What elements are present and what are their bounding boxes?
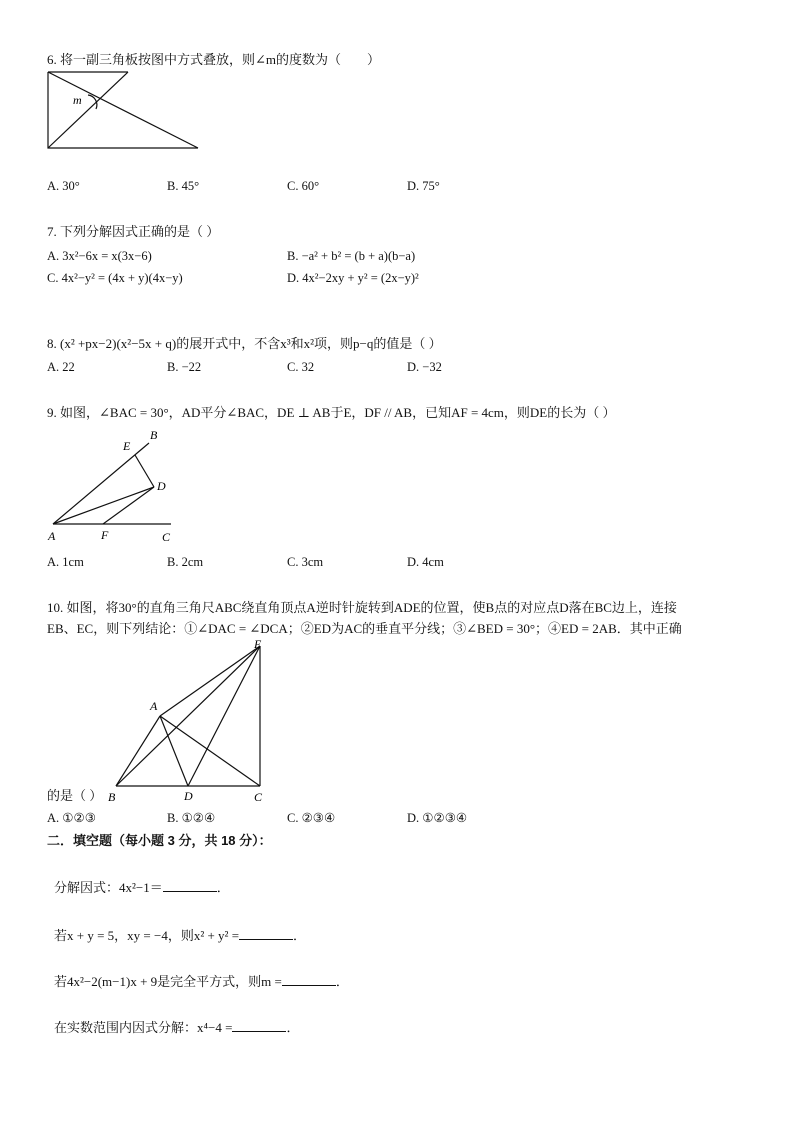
- q6-option-b: B. 45°: [167, 179, 200, 193]
- fill-item-2-end: ．: [293, 928, 307, 943]
- q6-option-d: D. 75°: [407, 179, 440, 193]
- q10-label-b: B: [108, 790, 116, 804]
- q6-option-c: C. 60°: [287, 179, 320, 193]
- fill-item-3: [54, 973, 349, 990]
- fill-item-2-blank[interactable]: [239, 927, 293, 940]
- q9-label-d: D: [157, 479, 166, 493]
- q6-option-a: A. 30°: [47, 179, 80, 193]
- fill-item-4-end: ．: [286, 1020, 300, 1035]
- fill-item-4: [54, 1019, 299, 1036]
- q9-label-e: E: [123, 439, 131, 453]
- q10-option-b: B. ①②④: [167, 811, 216, 825]
- fill-item-3-end: ．: [335, 974, 349, 989]
- q10-option-a: A. ①②③: [47, 811, 96, 825]
- fill-item-2: [54, 927, 306, 944]
- q9-figure: [44, 424, 179, 548]
- q10-stem-line1: 10. 如图，将30°的直角三角尺ABC绕直角顶点A逆时针旋转到ADE的位置，使B点的对应点D落在BC边上，连接: [47, 600, 677, 615]
- q9-label-c: C: [162, 530, 171, 544]
- q6-figure: [44, 68, 204, 154]
- q9-option-d: D. 4cm: [407, 555, 444, 569]
- q10-stem-line2: EB、EC，则下列结论：①∠DAC = ∠DCA；②ED为AC的垂直平分线；③∠BED = 30°；④ED = 2AB．其中正确: [47, 621, 682, 636]
- q10-label-e: E: [254, 637, 262, 651]
- q10-label-d: D: [184, 789, 193, 803]
- q8-stem: 8. (x² +px−2)(x²−5x + q)的展开式中，不含x³和x²项，则p−q的值是（ ）: [47, 336, 442, 351]
- q7-option-a: A. 3x²−6x = x(3x−6): [47, 249, 152, 263]
- q8-option-a: A. 22: [47, 360, 75, 374]
- q7-option-c: C. 4x²−y² = (4x + y)(4x−y): [47, 271, 183, 285]
- q7-stem: 7. 下列分解因式正确的是（ ）: [47, 224, 220, 239]
- fill-item-4-blank[interactable]: [232, 1019, 286, 1032]
- q8-option-d: D. −32: [407, 360, 442, 374]
- q9-option-a: A. 1cm: [47, 555, 84, 569]
- q9-label-f: F: [101, 528, 109, 542]
- fill-item-3-blank[interactable]: [282, 973, 336, 986]
- q10-option-d: D. ①②③④: [407, 811, 468, 825]
- q10-label-c: C: [254, 790, 263, 804]
- fill-item-1-text: 分解因式：4x²−1＝: [54, 880, 163, 895]
- q9-label-b: B: [150, 428, 158, 442]
- fill-item-4-text: 在实数范围内因式分解：x⁴−4 =: [54, 1020, 233, 1035]
- q9-label-a: A: [48, 529, 56, 543]
- q7-option-b: B. −a² + b² = (b + a)(b−a): [287, 249, 416, 263]
- q9-stem: 9. 如图，∠BAC = 30°，AD平分∠BAC，DE ⊥ AB于E，DF // AB，已知AF = 4cm，则DE的长为（ ）: [47, 405, 616, 420]
- q10-label-a: A: [150, 699, 158, 713]
- q8-option-b: B. −22: [167, 360, 202, 374]
- q7-option-d: D. 4x²−2xy + y² = (2x−y)²: [287, 271, 419, 285]
- q10-option-c: C. ②③④: [287, 811, 336, 825]
- q6-angle-label: m: [73, 93, 82, 107]
- q6-stem: 6. 将一副三角板按图中方式叠放，则∠m的度数为（ ）: [47, 52, 381, 67]
- q10-figure: [100, 636, 270, 806]
- fill-item-1: [54, 879, 230, 896]
- q9-option-b: B. 2cm: [167, 555, 204, 569]
- q9-option-c: C. 3cm: [287, 555, 324, 569]
- q10-stem-line3: 的是（ ）: [47, 788, 103, 803]
- fill-item-2-text: 若x + y = 5，xy = −4，则x² + y² =: [54, 928, 240, 943]
- q8-option-c: C. 32: [287, 360, 315, 374]
- fill-item-3-text: 若4x²−2(m−1)x + 9是完全平方式，则m =: [54, 974, 282, 989]
- fill-item-1-end: ．: [216, 880, 230, 895]
- fill-item-1-blank[interactable]: [163, 879, 217, 892]
- section2-title: 二．填空题（每小题 3 分，共 18 分）：: [47, 833, 272, 848]
